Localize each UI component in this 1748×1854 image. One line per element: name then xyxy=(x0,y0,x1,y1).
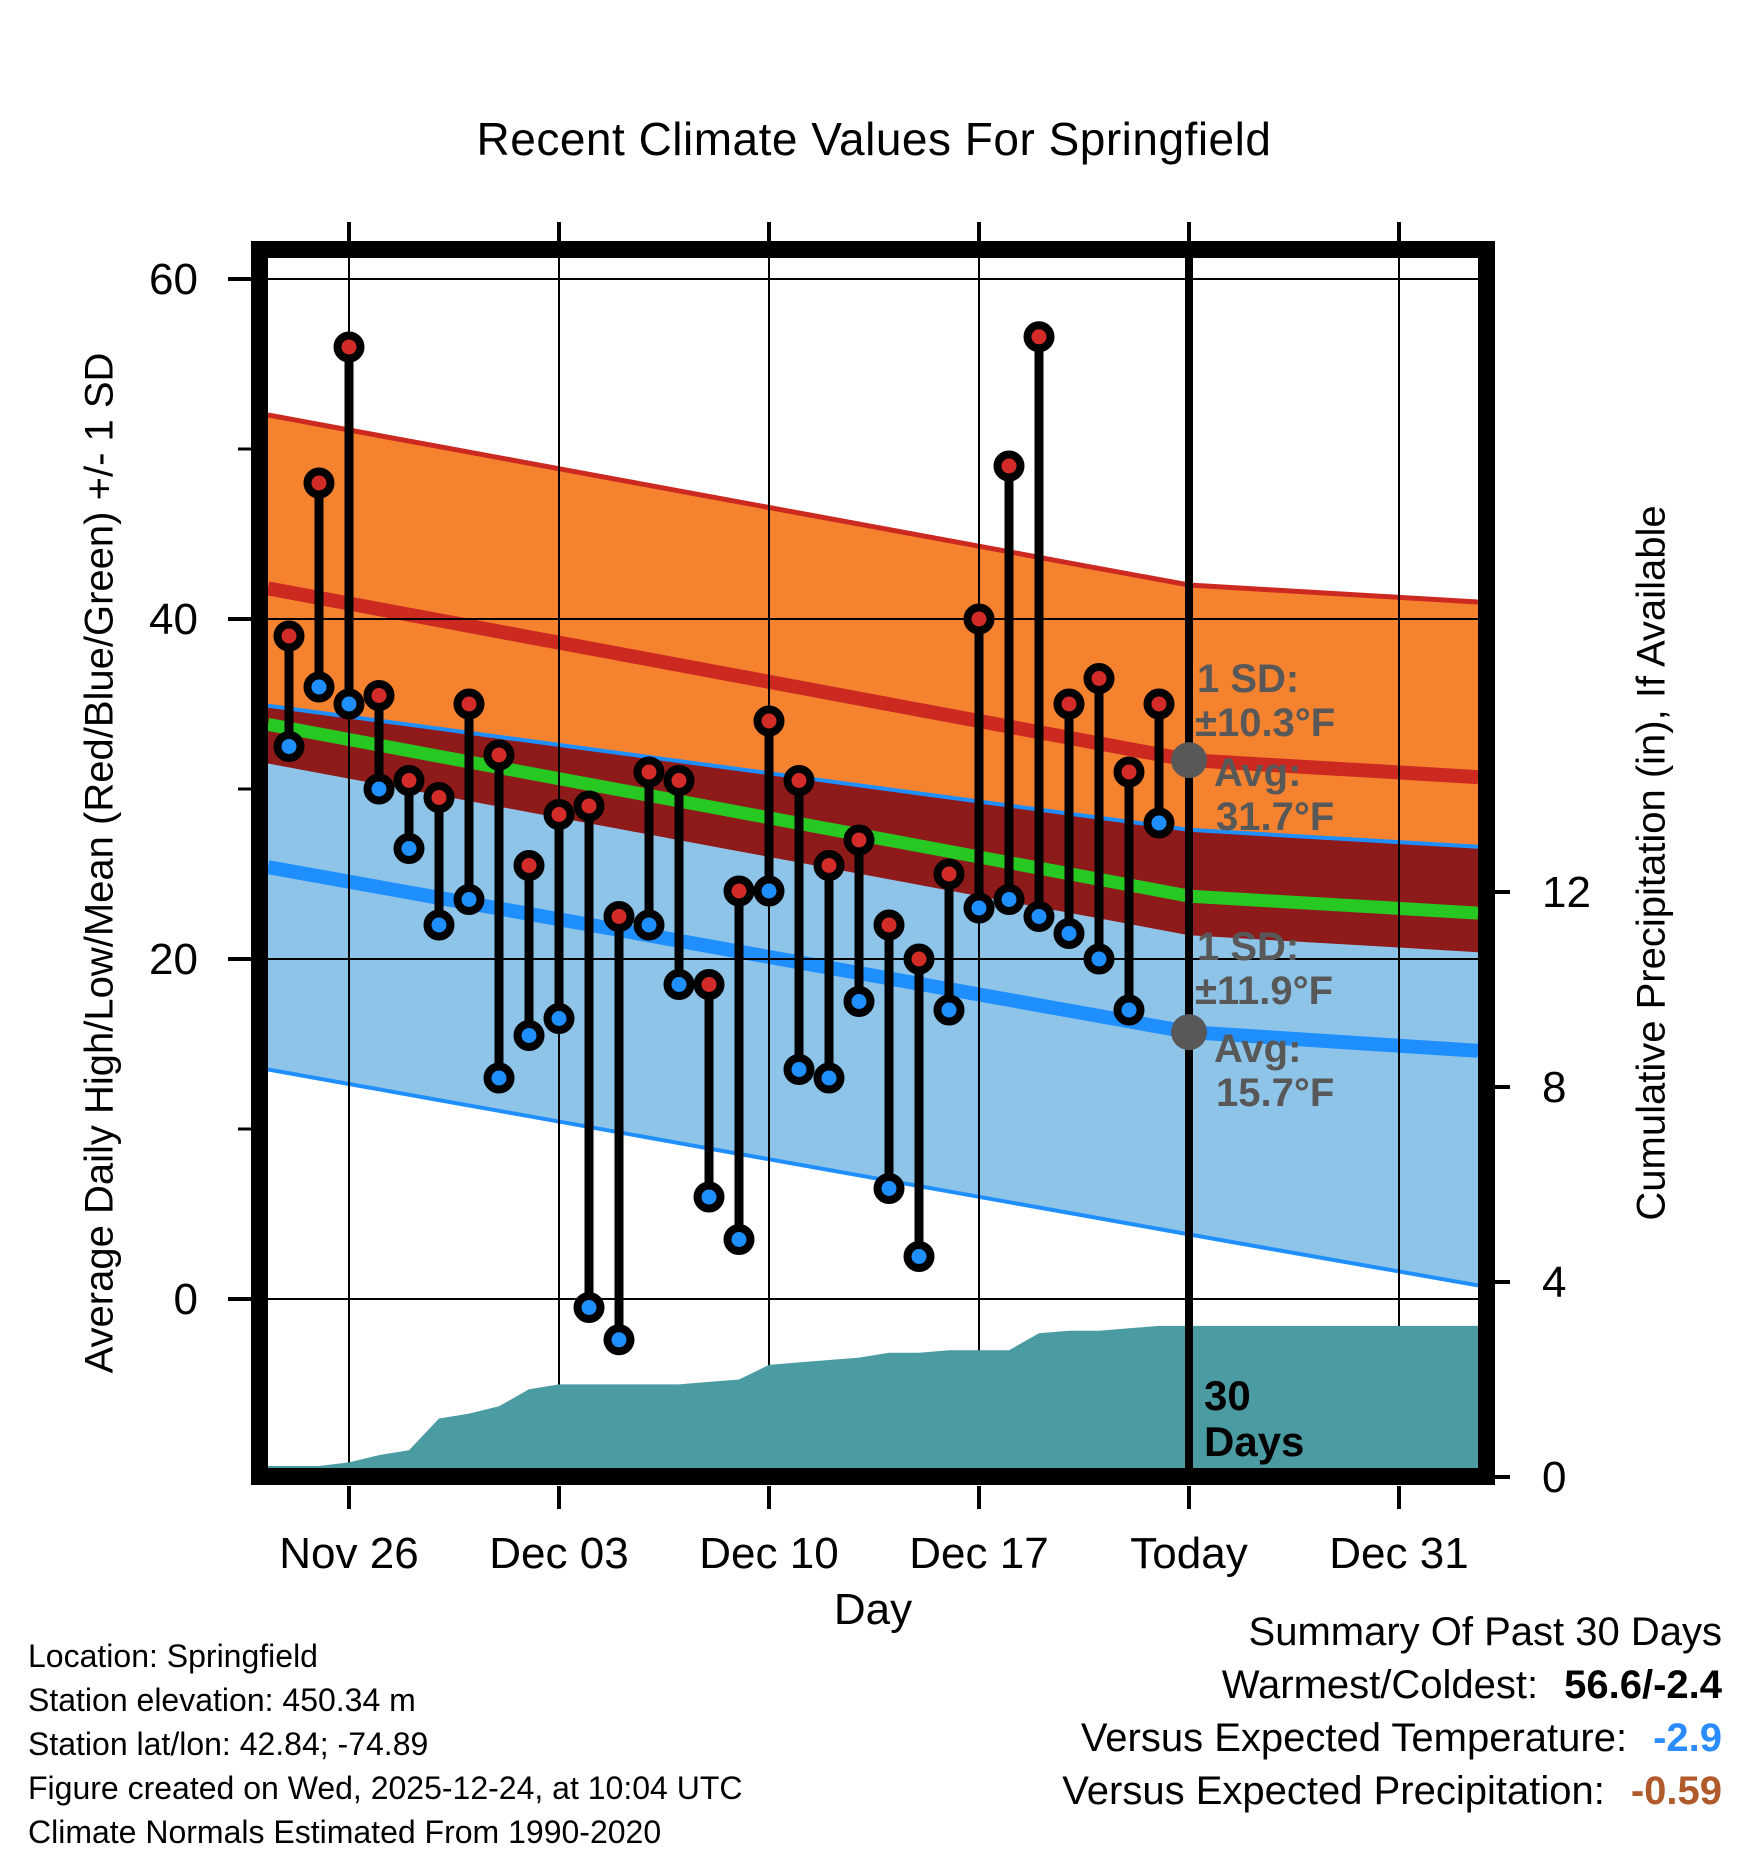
low-dot xyxy=(1148,812,1171,835)
low-dot xyxy=(578,1296,601,1319)
avg-low-marker xyxy=(1171,1014,1207,1050)
low-dot xyxy=(638,914,661,937)
summary-block xyxy=(1062,1606,1722,1818)
left-tick-label: 0 xyxy=(173,1275,198,1324)
low-dot xyxy=(1088,948,1111,971)
high-dot xyxy=(1118,761,1141,784)
x-axis-label: Day xyxy=(833,1585,913,1634)
low-dot xyxy=(368,778,391,801)
right-tick-label: 12 xyxy=(1542,868,1591,917)
low-dot xyxy=(458,888,481,911)
high-dot xyxy=(458,693,481,716)
low-dot xyxy=(428,914,451,937)
vs-temperature-value: -2.9 xyxy=(1653,1716,1722,1760)
low-dot xyxy=(788,1058,811,1081)
station-location: Location: Springfield xyxy=(28,1638,318,1674)
low-dot xyxy=(338,693,361,716)
high-dot xyxy=(938,863,961,886)
high-dot xyxy=(428,786,451,809)
x-tick-label-dec-10: Dec 10 xyxy=(699,1529,839,1578)
low-dot xyxy=(968,897,991,920)
low-dot xyxy=(548,1007,571,1030)
svg-text:±11.9°F: ±11.9°F xyxy=(1195,969,1334,1013)
left-tick-label: 20 xyxy=(149,935,198,984)
vs-precipitation-value: -0.59 xyxy=(1630,1769,1722,1813)
low-dot xyxy=(308,676,331,699)
high-dot xyxy=(638,761,661,784)
low-dot xyxy=(608,1328,631,1351)
chart-title: Recent Climate Values For Springfield xyxy=(476,113,1272,165)
high-avg-annotation: Avg: xyxy=(1214,751,1302,795)
low-dot xyxy=(488,1067,511,1090)
right-tick-label: 0 xyxy=(1542,1453,1567,1502)
high-dot xyxy=(728,880,751,903)
low-dot xyxy=(278,735,301,758)
low-dot xyxy=(1058,922,1081,945)
svg-text:15.7°F: 15.7°F xyxy=(1216,1071,1335,1115)
high-dot xyxy=(398,769,421,792)
high-dot xyxy=(548,803,571,826)
high-dot xyxy=(308,472,331,495)
right-tick-label: 8 xyxy=(1542,1063,1567,1112)
low-dot xyxy=(668,973,691,996)
svg-text:±10.3°F: ±10.3°F xyxy=(1195,701,1336,745)
high-dot xyxy=(1028,325,1051,348)
low-dot xyxy=(518,1024,541,1047)
left-tick-label: 40 xyxy=(149,595,198,644)
low-dot xyxy=(1118,999,1141,1022)
warmest-coldest-value: 56.6/-2.4 xyxy=(1564,1663,1722,1707)
high-dot xyxy=(368,684,391,707)
high-dot xyxy=(908,948,931,971)
low-dot xyxy=(728,1228,751,1251)
low-dot xyxy=(938,999,961,1022)
high-sd-annotation: 1 SD: xyxy=(1197,657,1300,701)
high-dot xyxy=(668,769,691,792)
high-dot xyxy=(578,795,601,818)
thirty-days-label: 30 xyxy=(1204,1372,1251,1419)
normals-source: Climate Normals Estimated From 1990-2020 xyxy=(28,1814,662,1850)
high-dot xyxy=(848,829,871,852)
low-dot xyxy=(818,1067,841,1090)
high-dot xyxy=(698,973,721,996)
x-tick-label-dec-17: Dec 17 xyxy=(909,1529,1049,1578)
low-dot xyxy=(848,990,871,1013)
high-dot xyxy=(608,905,631,928)
low-dot xyxy=(998,888,1021,911)
left-axis-label: Average Daily High/Low/Mean (Red/Blue/Green) +/- 1 SD xyxy=(77,352,122,1374)
high-dot xyxy=(818,854,841,877)
station-info xyxy=(28,1634,742,1854)
x-tick-label-dec-31: Dec 31 xyxy=(1329,1529,1469,1578)
high-dot xyxy=(488,744,511,767)
x-tick-label-today: Today xyxy=(1130,1529,1248,1578)
right-axis-label: Cumulative Precipitation (in), If Available xyxy=(1629,505,1674,1221)
plot-area xyxy=(268,258,1478,1468)
right-tick-label: 4 xyxy=(1542,1258,1567,1307)
high-dot xyxy=(788,769,811,792)
low-avg-annotation: Avg: xyxy=(1214,1027,1302,1071)
low-dot xyxy=(878,1177,901,1200)
low-dot xyxy=(908,1245,931,1268)
high-dot xyxy=(1058,693,1081,716)
x-tick-label-nov-26: Nov 26 xyxy=(279,1529,419,1578)
high-dot xyxy=(758,710,781,733)
summary-vs-precipitation: Versus Expected Precipitation: -0.59 xyxy=(1062,1769,1722,1813)
left-tick-label: 60 xyxy=(149,255,198,304)
high-dot xyxy=(338,336,361,359)
summary-vs-temperature: Versus Expected Temperature: -2.9 xyxy=(1080,1716,1722,1760)
low-dot xyxy=(758,880,781,903)
station-latlon: Station lat/lon: 42.84; -74.89 xyxy=(28,1726,429,1762)
low-dot xyxy=(398,837,421,860)
avg-high-marker xyxy=(1171,742,1207,778)
high-dot xyxy=(1088,667,1111,690)
high-dot xyxy=(1148,693,1171,716)
svg-text:Days: Days xyxy=(1204,1418,1305,1465)
figure-created: Figure created on Wed, 2025-12-24, at 10:04 UTC xyxy=(28,1770,743,1806)
high-dot xyxy=(878,914,901,937)
svg-text:31.7°F: 31.7°F xyxy=(1216,795,1335,839)
x-tick-label-dec-03: Dec 03 xyxy=(489,1529,629,1578)
low-sd-annotation: 1 SD: xyxy=(1197,925,1300,969)
high-dot xyxy=(278,625,301,648)
high-dot xyxy=(518,854,541,877)
low-dot xyxy=(1028,905,1051,928)
summary-warmest-coldest: Warmest/Coldest: 56.6/-2.4 xyxy=(1221,1663,1722,1707)
high-dot xyxy=(998,455,1021,478)
high-dot xyxy=(968,608,991,631)
summary-title: Summary Of Past 30 Days xyxy=(1248,1610,1722,1654)
station-elevation: Station elevation: 450.34 m xyxy=(28,1682,416,1718)
low-dot xyxy=(698,1186,721,1209)
